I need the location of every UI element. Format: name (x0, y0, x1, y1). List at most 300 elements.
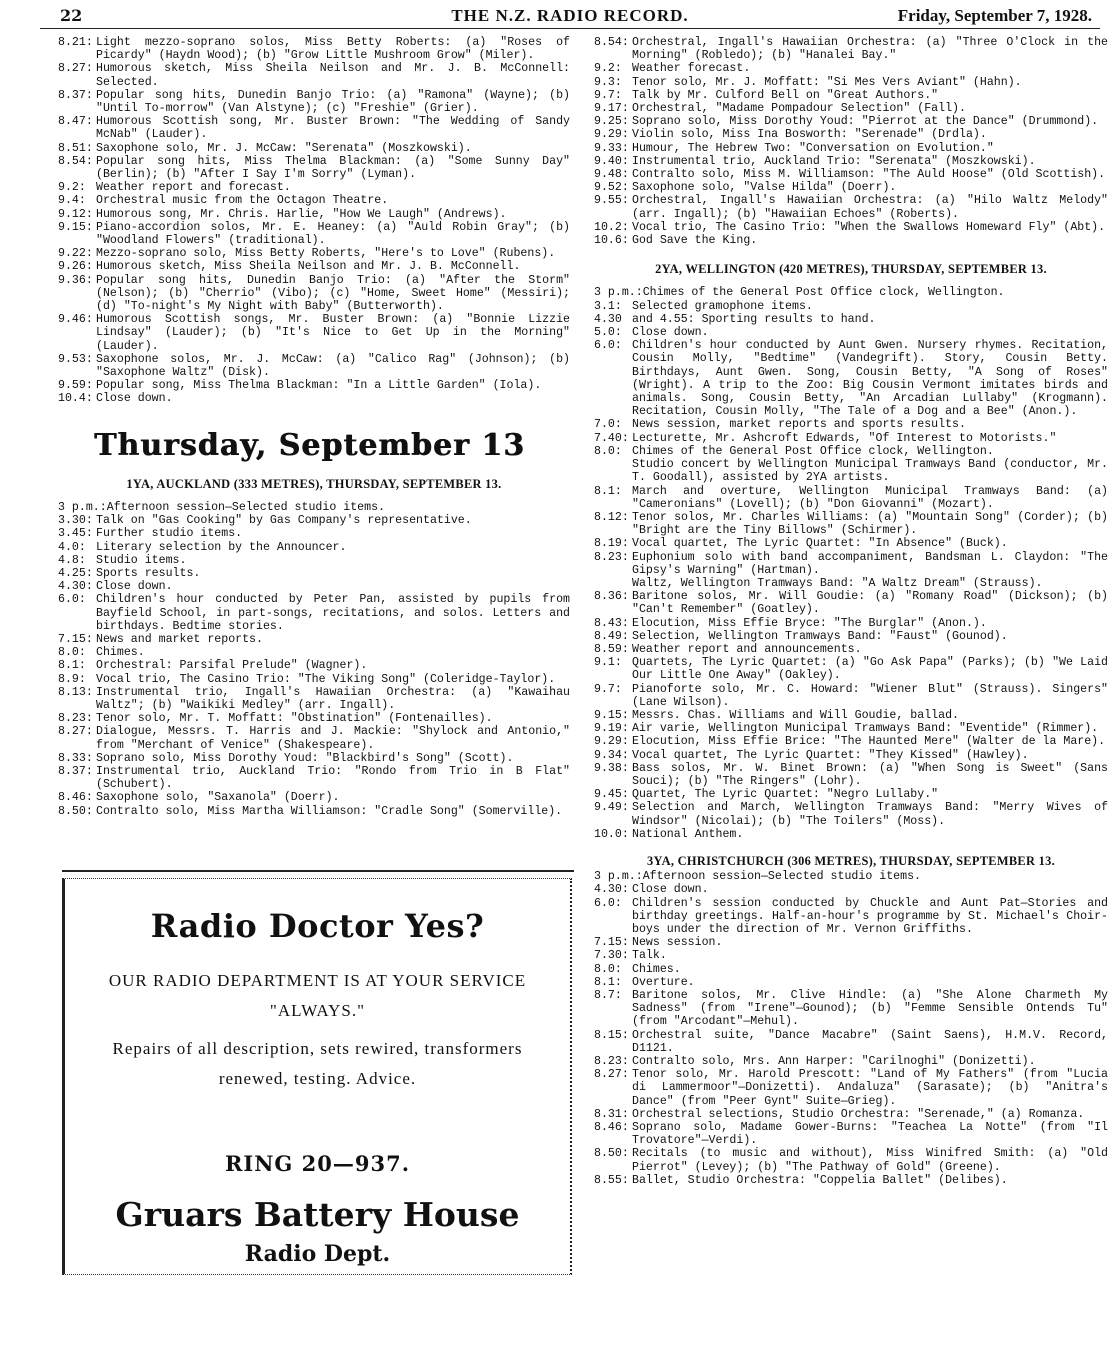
programme-description: Weather report and forecast. (96, 181, 291, 195)
programme-time: 4.30: (58, 580, 93, 594)
programme-item (594, 76, 1108, 89)
programme-time: 7.15: (594, 936, 629, 950)
programme-item (594, 458, 1108, 484)
programme-description: Elocution, Miss Effie Brice: "The Haunted Mere" (Walter de la Mare). (632, 735, 1106, 749)
programme-item (58, 593, 570, 633)
programme-description: Messrs. Chas. Williams and Will Goudie, ballad. (632, 708, 959, 722)
programme-time: 4.30: (594, 883, 629, 897)
programme-item (58, 89, 570, 115)
programme-item (58, 501, 570, 514)
programme-item (594, 300, 1108, 313)
programme-item (58, 554, 570, 567)
programme-item (594, 1121, 1108, 1147)
programme-time: 9.33: (594, 141, 629, 155)
programme-time: 9.55: (594, 194, 629, 208)
programme-item (58, 580, 570, 593)
programme-time: 8.50: (594, 1147, 629, 1161)
programme-time: 8.0: (594, 962, 622, 976)
programme-item (58, 527, 570, 540)
programme-description: Humorous Scottish songs, Mr. Buster Brown: (a) "Bonnie Lizzie Lindsay" (Lauder); (b) "It's Nice to Get Up in the Morning" (Lauder). (96, 313, 570, 353)
programme-description: Selection and March, Wellington Tramways Band: "Merry Wives of Windsor" (Nicolai); (b) "The Toilers" (Moss). (632, 801, 1108, 828)
programme-description: Chimes. (96, 646, 145, 660)
programme-time: 8.54: (594, 36, 629, 49)
programme-time: 9.46: (58, 313, 93, 327)
programme-time: 10.6: (594, 234, 629, 248)
programme-time: 7.15: (58, 632, 93, 646)
programme-item (58, 392, 570, 405)
programme-item (594, 432, 1108, 445)
programme-time: 8.54: (58, 154, 93, 168)
programme-item (58, 765, 570, 791)
programme-description: Children's session conducted by Chuckle and Aunt Pat—Stories and birthday greetings. Half-an-hour's programme by St. Michael's Choir-boys under the direction of Mr. Vernon Griffiths. (632, 896, 1108, 936)
programme-description: Vocal quartet, The Lyric Quartet: "In Absence" (Buck). (632, 537, 1008, 551)
programme-time: 9.26: (58, 260, 93, 274)
programme-description: Soprano solo, Miss Dorothy Youd: "Blackbird's Song" (Scott). (96, 751, 514, 765)
station-heading-2ya: 2YA, WELLINGTON (420 METRES), THURSDAY, SEPTEMBER 13. (655, 262, 1047, 277)
programme-time: 8.31: (594, 1107, 629, 1121)
programme-description: Contralto solo, Miss M. Williamson: "The Auld Hoose" (Old Scottish). (632, 168, 1106, 182)
programme-description: Pianoforte solo, Mr. C. Howard: "Wiener Blut" (Strauss). Singers" (Lane Wilson). (632, 682, 1108, 709)
programme-item (58, 115, 570, 141)
programme-description: Children's hour conducted by Aunt Gwen. Nursery rhymes. Recitation, Cousin Molly, "Bedtime" (Vandegrift). Story, Cousin Betty. Birthdays, Aunt Gwen. Song, Cousin Betty, "A Song of Roses" (Wright). A trip to the Zoo: Big Cousin Vermont imitates birds and animals. Song, Cousin Betty, "An Arcadian Lullaby" (Krogmann). Recitation, Cousin Molly, "The Tale of a Dog and a Bee" (Anon.). (632, 339, 1108, 419)
programme-description: Violin solo, Miss Ina Bosworth: "Serenade" (Drdla). (632, 128, 987, 142)
programme-time: 3 p.m.: (594, 870, 643, 884)
programme-time: 9.52: (594, 181, 629, 195)
programme-time: 6.0: (58, 593, 86, 607)
programme-time: 9.4: (58, 194, 86, 208)
programme-time: 9.38: (594, 761, 629, 775)
programme-description: Weather report and announcements. (632, 642, 862, 656)
programme-time: 9.36: (58, 273, 93, 287)
programme-description: Tenor solo, Mr. J. Moffatt: "Si Mes Vers Aviant" (Hahn). (632, 75, 1022, 89)
programme-time: 8.47: (58, 115, 93, 129)
programme-item (58, 725, 570, 751)
programme-time: 9.45: (594, 788, 629, 802)
programme-item (594, 1055, 1108, 1068)
programme-description: Vocal trio, The Casino Trio: "When the Swallows Homeward Fly" (Abt). (632, 220, 1106, 234)
programme-description: Mezzo-soprano solo, Miss Betty Roberts, "Here's to Love" (Rubens). (96, 247, 556, 261)
programme-description: Contralto solo, Miss Martha Williamson: "Cradle Song" (Somerville). (96, 804, 563, 818)
ad-company-name: Gruars Battery House (115, 1195, 520, 1234)
programme-description: Orchestral: Parsifal Prelude" (Wagner). (96, 659, 368, 673)
programme-time: 9.12: (58, 207, 93, 221)
programme-item (594, 683, 1108, 709)
ad-border (62, 878, 572, 1275)
programme-item (594, 194, 1108, 220)
programme-item (594, 1068, 1108, 1108)
programme-item (594, 36, 1108, 62)
programme-description: Tenor solo, Mr. Harold Prescott: "Land of My Fathers" (from "Lucia di Lammermoor"—Donizetti). Andaluza" (Sarasate); (b) "Anitra's Dance" (from "Peer Gynt" Suite—Grieg). (632, 1068, 1108, 1108)
programme-description: Vocal quartet, The Lyric Quartet: "They Kissed" (Hawley). (632, 748, 1029, 762)
programme-description: Saxophone solo, "Valse Hilda" (Doerr). (632, 181, 897, 195)
programme-description: Talk on "Gas Cooking" by Gas Company's representative. (96, 514, 472, 528)
programme-time: 9.7: (594, 682, 622, 696)
programme-description: Chimes. (632, 962, 681, 976)
programme-description: Humorous song, Mr. Chris. Harlie, "How We Laugh" (Andrews). (96, 207, 507, 221)
programme-item (594, 537, 1108, 550)
programme-item (594, 989, 1108, 1029)
programme-description: Baritone solos, Mr. Will Goudie: (a) "Romany Road" (Dickson); (b) "Can't Remember" (Goatley). (632, 590, 1108, 617)
programme-description: Close down. (96, 580, 173, 594)
programme-description: Studio concert by Wellington Municipal Tramways Band (conductor, Mr. T. Goodall), assisted by 2YA artists. (632, 458, 1108, 485)
programme-time: 8.27: (58, 725, 93, 739)
programme-time: 8.7: (594, 989, 622, 1003)
programme-time: 9.15: (594, 708, 629, 722)
programme-item (58, 274, 570, 314)
programme-item (58, 142, 570, 155)
programme-item (594, 801, 1108, 827)
programme-description: Close down. (632, 883, 709, 897)
programme-item (58, 194, 570, 207)
programme-item (58, 181, 570, 194)
programme-item (58, 791, 570, 804)
programme-time: 4.8: (58, 553, 86, 567)
programme-item (594, 418, 1108, 431)
programme-description: Orchestral, "Madame Pompadour Selection" (Fall). (632, 102, 966, 116)
programme-description: Selected gramophone items. (632, 299, 813, 313)
programme-item (594, 445, 1108, 458)
issue-date: Friday, September 7, 1928. (897, 6, 1092, 25)
programme-time: 9.22: (58, 247, 93, 261)
programme-description: Tenor solo, Mr. T. Moffatt: "Obstination" (Fontenailles). (96, 712, 493, 726)
programme-item (594, 590, 1108, 616)
publication-title: THE N.Z. RADIO RECORD. (451, 6, 689, 25)
programme-time: 7.30: (594, 949, 629, 963)
programme-time: 4.30 (594, 312, 622, 326)
programme-item (594, 749, 1108, 762)
programme-description: Orchestral, Ingall's Hawaiian Orchestra: (a) "Hilo Waltz Melody" (arr. Ingall); (b) "Hawaiian Echoes" (Roberts). (632, 194, 1108, 221)
programme-time: 3.1: (594, 299, 622, 313)
programme-description: Humorous Scottish song, Mr. Buster Brown: "The Wedding of Sandy McNab" (Lauder). (96, 115, 570, 142)
programme-description: Tenor solos, Mr. Charles Williams: (a) "Mountain Song" (Corder); (b) "Bright are the Tiny Billows" (Schirmer). (632, 510, 1108, 538)
programme-description: Piano-accordion solos, Mr. E. Heaney: (a) "Auld Robin Gray"; (b) "Woodland Flowers" (traditional). (96, 220, 570, 248)
programme-item (594, 788, 1108, 801)
programme-time: 8.23: (594, 1055, 629, 1069)
programme-item (58, 62, 570, 88)
programme-time: 8.23: (58, 712, 93, 726)
page-number: 22 (60, 6, 83, 25)
programme-time: 9.29: (594, 735, 629, 749)
programme-time: 3.30: (58, 514, 93, 528)
programme-time: 3 p.m.: (58, 500, 107, 514)
programme-item (594, 936, 1108, 949)
programme-description: Popular song hits, Miss Thelma Blackman: (a) "Some Sunny Day" (Berlin); (b) "After I Say I'm Sorry" (Lyman). (96, 154, 570, 182)
programme-time: 9.48: (594, 168, 629, 182)
programme-item (594, 976, 1108, 989)
programme-time: 9.59: (58, 379, 93, 393)
programme-item (58, 712, 570, 725)
programme-time: 9.1: (594, 656, 622, 670)
programme-item (594, 735, 1108, 748)
programme-description: Humorous sketch, Miss Sheila Neilson and Mr. J. B. McConnell. (96, 260, 521, 274)
programme-list-continued (58, 36, 570, 406)
programme-description: Literary selection by the Announcer. (96, 540, 347, 554)
programme-description: Elocution, Miss Effie Bryce: "The Burglar" (Anon.). (632, 616, 987, 630)
programme-description: News session. (632, 936, 723, 950)
programme-description: Quartet, The Lyric Quartet: "Negro Lullaby." (632, 788, 939, 802)
programme-item (58, 646, 570, 659)
programme-description: Air varie, Wellington Municipal Tramways Band: "Eventide" (Rimmer). (632, 722, 1099, 736)
programme-time: 8.23: (594, 550, 629, 564)
programme-time: 9.25: (594, 115, 629, 129)
ad-phone-number: RING 20—937. (224, 1151, 411, 1176)
programme-item (58, 567, 570, 580)
programme-description: Talk by Mr. Culford Bell on "Great Authors." (632, 88, 939, 102)
left-column (58, 36, 570, 818)
programme-time: 8.0: (58, 646, 86, 660)
programme-time: 9.29: (594, 128, 629, 142)
programme-item (594, 897, 1108, 937)
programme-time: 9.3: (594, 75, 622, 89)
advertisement (62, 870, 574, 1277)
programme-time: 4.25: (58, 566, 93, 580)
programme-time: 9.34: (594, 748, 629, 762)
programme-time: 8.13: (58, 685, 93, 699)
programme-time: 8.55: (594, 1173, 629, 1187)
programme-item (594, 155, 1108, 168)
ad-department: Radio Dept. (244, 1241, 391, 1267)
programme-time: 8.19: (594, 537, 629, 551)
programme-description: Orchestral music from the Octagon Theatre. (96, 194, 389, 208)
programme-item (58, 379, 570, 392)
programme-item (594, 1174, 1108, 1187)
programme-description: Light mezzo-soprano solos, Miss Betty Roberts: (a) "Roses of Picardy" (Haydn Wood); (b) "Grow Little Mushroom Grow" (Miler). (96, 36, 570, 63)
day-heading: Thursday, September 13 (94, 427, 525, 463)
programme-time: 8.27: (58, 62, 93, 76)
programme-time: 8.1: (594, 975, 622, 989)
programme-item (594, 1108, 1108, 1121)
page-header (40, 4, 1100, 29)
programme-list-1ya (58, 501, 570, 818)
programme-item (58, 221, 570, 247)
programme-item (58, 633, 570, 646)
right-column (594, 36, 1108, 1187)
programme-item (58, 353, 570, 379)
programme-item (594, 511, 1108, 537)
programme-item (594, 949, 1108, 962)
programme-item (58, 673, 570, 686)
ad-service-line: OUR RADIO DEPARTMENT IS AT YOUR SERVICE (108, 971, 527, 990)
programme-description: Popular song, Miss Thelma Blackman: "In a Little Garden" (Iola). (96, 379, 542, 393)
programme-time: 10.2: (594, 220, 629, 234)
programme-time: 4.0: (58, 540, 86, 554)
programme-time: 8.49: (594, 629, 629, 643)
programme-description: Lecturette, Mr. Ashcroft Edwards, "Of Interest to Motorists." (632, 431, 1057, 445)
programme-item (594, 722, 1108, 735)
programme-item (594, 883, 1108, 896)
programme-time: 8.1: (58, 659, 86, 673)
programme-description: Chimes of the General Post Office clock, Wellington. (642, 286, 1005, 300)
programme-time: 8.46: (594, 1121, 629, 1135)
programme-time: 9.17: (594, 102, 629, 116)
programme-time: 10.4: (58, 392, 93, 406)
programme-time: 8.51: (58, 141, 93, 155)
ad-headline: Radio Doctor Yes? (150, 907, 485, 945)
programme-item (594, 617, 1108, 630)
programme-description: Humorous sketch, Miss Sheila Neilson and Mr. J. B. McConnell: Selected. (96, 62, 570, 89)
programme-description: and 4.55: Sporting results to hand. (632, 312, 876, 326)
programme-item (58, 155, 570, 181)
programme-item (594, 1147, 1108, 1173)
programme-item (594, 630, 1108, 643)
programme-description: Soprano solo, Madame Gower-Burns: "Teachea La Notte" (from "Il Trovatore"—Verdi). (632, 1121, 1108, 1148)
programme-time: 5.0: (594, 326, 622, 340)
programme-item (594, 339, 1108, 418)
programme-description: Orchestral suite, "Dance Macabre" (Saint Saens), H.M.V. Record, D1121. (632, 1028, 1108, 1055)
programme-time: 9.2: (594, 62, 622, 76)
programme-item (58, 752, 570, 765)
programme-description: Overture. (632, 975, 695, 989)
programme-description: Dialogue, Messrs. T. Harris and J. Mackie: "Shylock and Antonio," from "Merchant of Venice" (Shakespeare). (96, 725, 570, 752)
programme-time (594, 577, 632, 590)
programme-item (58, 541, 570, 554)
programme-description: Close down. (96, 392, 173, 406)
programme-time: 9.53: (58, 352, 93, 366)
programme-description: Weather forecast. (632, 62, 751, 76)
programme-time: 9.40: (594, 154, 629, 168)
programme-time: 9.19: (594, 722, 629, 736)
programme-item (594, 485, 1108, 511)
programme-description: March and overture, Wellington Municipal Tramways Band: (a) "Cameronians" (Lovell); (b) "Don Giovanni" (Mozart). (632, 484, 1108, 511)
programme-time: 7.40: (594, 431, 629, 445)
programme-item (594, 89, 1108, 102)
programme-time: 8.33: (58, 751, 93, 765)
programme-time: 9.7: (594, 88, 622, 102)
programme-description: Afternoon session—Selected studio items. (642, 870, 921, 884)
programme-description: National Anthem. (632, 827, 744, 841)
programme-description: Humour, The Hebrew Two: "Conversation on Evolution." (632, 141, 994, 155)
programme-description: Saxophone solo, Mr. J. McCaw: "Serenata" (Moszkowski). (96, 141, 472, 155)
programme-description: Saxophone solos, Mr. J. McCaw: (a) "Calico Rag" (Johnson); (b) "Saxophone Waltz" (Disk). (96, 352, 570, 380)
programme-description: Afternoon session—Selected studio items. (106, 500, 385, 514)
programme-description: Saxophone solo, "Saxanola" (Doerr). (96, 791, 340, 805)
programme-item (594, 577, 1108, 590)
programme-time: 9.2: (58, 181, 86, 195)
programme-time: 8.59: (594, 642, 629, 656)
programme-item (594, 102, 1108, 115)
programme-description: Euphonium solo with band accompaniment, Bandsman L. Claydon: "The Gipsy's Warning" (Hartman). (632, 550, 1108, 577)
programme-item (58, 805, 570, 818)
programme-description: Bass solos, Mr. W. Binet Brown: (a) "When Song is Sweet" (Sans Souci); (b) "The Ringers" (Lohr). (632, 761, 1108, 788)
programme-time: 8.12: (594, 510, 629, 524)
programme-time: 8.27: (594, 1068, 629, 1082)
programme-description: Children's hour conducted by Peter Pan, assisted by pupils from Bayfield School, in part-songs, recitations, and solos. Letters and birthdays. Bedtime stories. (96, 593, 570, 633)
programme-item (594, 168, 1108, 181)
programme-item (594, 115, 1108, 128)
programme-list-1ya-continued (594, 36, 1108, 247)
programme-item (594, 709, 1108, 722)
programme-description: Recitals (to music and without), Miss Winifred Smith: (a) "Old Pierrot" (Levey); (b) "The Pathway of Gold" (Greene). (632, 1147, 1108, 1174)
programme-time: 8.43: (594, 616, 629, 630)
programme-item (594, 128, 1108, 141)
programme-item (58, 659, 570, 672)
programme-time: 9.49: (594, 801, 629, 815)
programme-description: Ballet, Studio Orchestra: "Coppelia Ballet" (Delibes). (632, 1173, 1008, 1187)
programme-item (594, 963, 1108, 976)
programme-item (594, 656, 1108, 682)
programme-time: 6.0: (594, 896, 622, 910)
programme-description: News session, market reports and sports results. (632, 418, 966, 432)
programme-time: 10.0: (594, 827, 629, 841)
programme-time: 8.1: (594, 484, 622, 498)
programme-description: News and market reports. (96, 632, 263, 646)
programme-item (58, 313, 570, 353)
programme-item (594, 326, 1108, 339)
programme-item (58, 514, 570, 527)
programme-time: 3 p.m.: (594, 286, 643, 300)
programme-time: 8.0: (594, 444, 622, 458)
programme-item (58, 247, 570, 260)
programme-description: Orchestral, Ingall's Hawaiian Orchestra: (a) "Three O'Clock in the Morning" (Robledo); (b) "Hanalei Bay." (632, 36, 1108, 63)
programme-description: Instrumental trio, Auckland Trio: "Serenata" (Moszkowski). (632, 154, 1036, 168)
programme-item (594, 828, 1108, 841)
programme-item (58, 260, 570, 273)
programme-item (58, 208, 570, 221)
programme-item (594, 286, 1108, 299)
programme-description: Popular song hits, Dunedin Banjo Trio: (a) "After the Storm" (Nelson); (b) "Cherrio" (Vibo); (c) "Home, Sweet Home" (Messiri); (d) "To-night's My Night with Baby" (Butterworth). (96, 273, 570, 314)
programme-time (594, 458, 632, 484)
programme-description: Soprano solo, Miss Dorothy Youd: "Pierrot at the Dance" (Drummond). (632, 115, 1099, 129)
programme-description: Waltz, Wellington Tramways Band: "A Waltz Dream" (Strauss). (632, 576, 1043, 590)
programme-time: 3.45: (58, 527, 93, 541)
programme-description: Instrumental trio, Ingall's Hawaiian Orchestra: (a) "Kawaihau Waltz"; (b) "Waikiki Medley" (arr. Ingall). (96, 685, 570, 712)
programme-description: Sports results. (96, 566, 201, 580)
programme-time: 8.50: (58, 804, 93, 818)
programme-time: 6.0: (594, 339, 622, 353)
programme-list-3ya (594, 870, 1108, 1187)
programme-item (594, 62, 1108, 75)
programme-item (594, 142, 1108, 155)
programme-item (594, 870, 1108, 883)
programme-description: Contralto solo, Mrs. Ann Harper: "Carilnoghi" (Donizetti). (632, 1055, 1036, 1069)
programme-time: 8.15: (594, 1028, 629, 1042)
programme-item (594, 643, 1108, 656)
programme-description: Popular song hits, Dunedin Banjo Trio: (a) "Ramona" (Wayne); (b) "Until To-morrow" (Van Alstyne); (c) "Freshie" (Grier). (96, 88, 570, 116)
programme-item (594, 313, 1108, 326)
programme-item (594, 234, 1108, 247)
programme-item (58, 36, 570, 62)
programme-item (594, 762, 1108, 788)
programme-time: 8.37: (58, 764, 93, 778)
programme-description: God Save the King. (632, 234, 758, 248)
programme-description: Quartets, The Lyric Quartet: (a) "Go Ask Papa" (Parks); (b) "We Laid Our Little One Away" (Oakley). (632, 656, 1108, 683)
programme-item (594, 181, 1108, 194)
programme-time: 8.9: (58, 672, 86, 686)
programme-item (58, 686, 570, 712)
ad-repairs-line: Repairs of all description, sets rewired, transformers renewed, testing. Advice. (112, 1039, 523, 1088)
programme-description: Chimes of the General Post Office clock, Wellington. (632, 444, 994, 458)
programme-list-2ya (594, 286, 1108, 841)
programme-time: 7.0: (594, 418, 622, 432)
station-heading-1ya: 1YA, AUCKLAND (333 METRES), THURSDAY, SEPTEMBER 13. (126, 476, 502, 491)
programme-item (594, 221, 1108, 234)
programme-time: 8.37: (58, 88, 93, 102)
programme-description: Instrumental trio, Auckland Trio: "Rondo from Trio in B Flat" (Schubert). (96, 764, 570, 792)
programme-time: 9.15: (58, 220, 93, 234)
programme-item (594, 1029, 1108, 1055)
programme-time: 8.21: (58, 36, 93, 49)
programme-description: Studio items. (96, 553, 187, 567)
programme-description: Talk. (632, 949, 667, 963)
programme-description: Selection, Wellington Tramways Band: "Faust" (Gounod). (632, 629, 1008, 643)
ad-always-line: "ALWAYS." (269, 1001, 366, 1020)
programme-item (594, 551, 1108, 577)
programme-time: 8.46: (58, 791, 93, 805)
programme-description: Baritone solos, Mr. Clive Hindle: (a) "She Alone Charmeth My Sadness" (from "Irene"—Gounod); (b) "Femme Sensible Ontends Tu" (from "Arcodant"—Mehul). (632, 989, 1108, 1029)
programme-description: Further studio items. (96, 527, 243, 541)
programme-description: Vocal trio, The Casino Trio: "The Viking Song" (Coleridge-Taylor). (96, 672, 556, 686)
programme-description: Close down. (632, 326, 709, 340)
